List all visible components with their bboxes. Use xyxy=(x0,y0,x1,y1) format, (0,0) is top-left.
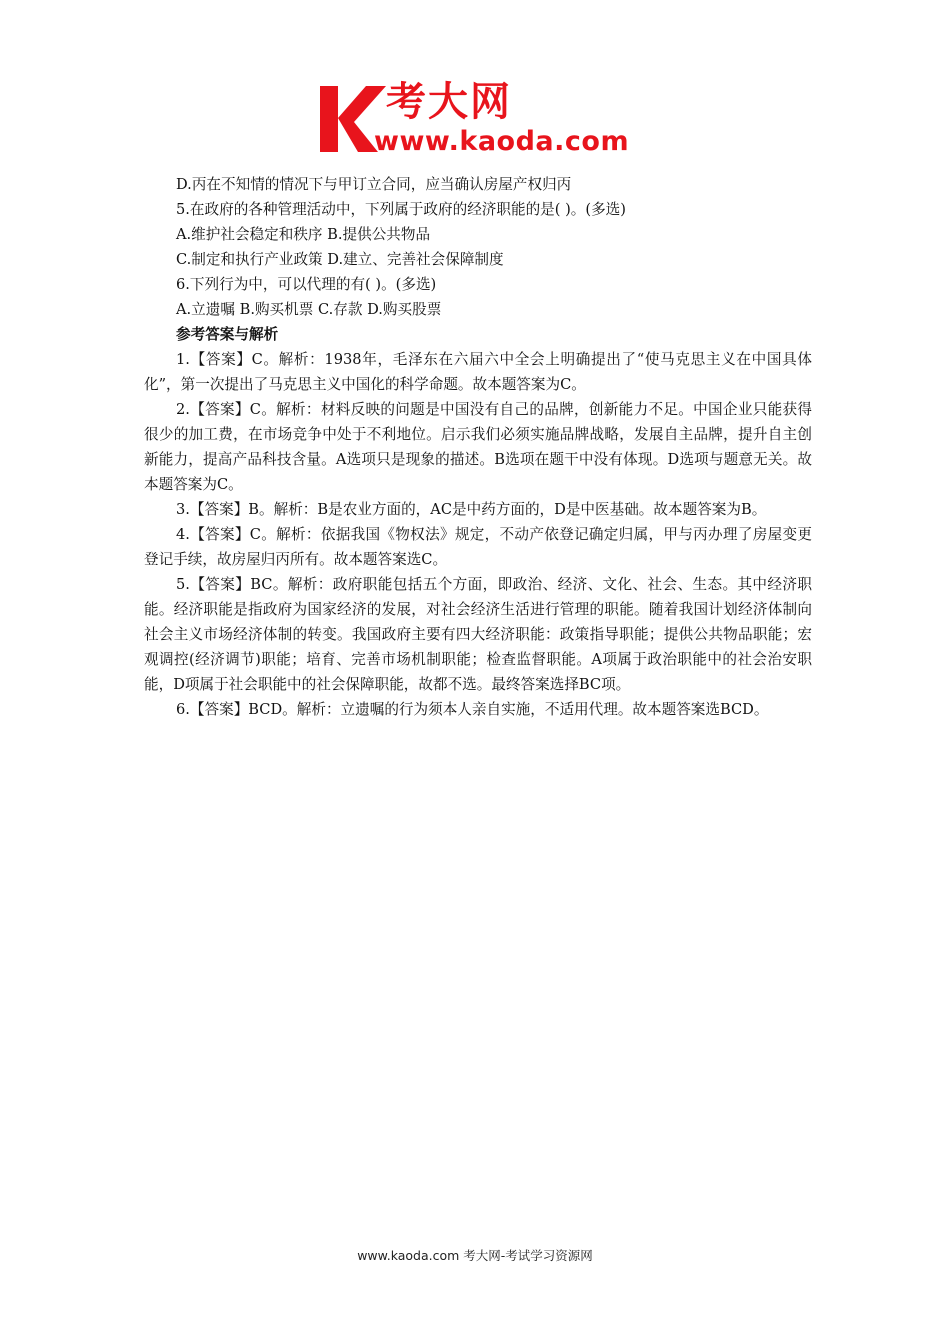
question-line: 5.在政府的各种管理活动中，下列属于政府的经济职能的是( )。(多选) xyxy=(176,201,626,218)
answer-paragraph: 2.【答案】C。解析：材料反映的问题是中国没有自己的品牌，创新能力不足。中国企业只能获得很少的加工费，在市场竞争中处于不利地位。启示我们必须实施品牌战略，发展自主品牌，提升自主创新能力，提高产品科技含量。A选项只是现象的描述。B选项在题干中没有体现。D选项与题意无关。故本题答案为C。 xyxy=(144,401,812,493)
kaoda-logo xyxy=(318,78,638,160)
question-line: A.维护社会稳定和秩序 B.提供公共物品 xyxy=(176,226,431,243)
answer-heading: 参考答案与解析 xyxy=(176,326,279,343)
question-line: D.丙在不知情的情况下与甲订立合同，应当确认房屋产权归丙 xyxy=(176,176,572,193)
question-line: C.制定和执行产业政策 D.建立、完善社会保障制度 xyxy=(176,251,504,268)
question-line: A.立遗嘱 B.购买机票 C.存款 D.购买股票 xyxy=(176,301,442,318)
answer-paragraph: 6.【答案】BCD。解析：立遗嘱的行为须本人亲自实施，不适用代理。故本题答案选BCD。 xyxy=(176,701,769,718)
answer-paragraph: 5.【答案】BC。解析：政府职能包括五个方面，即政治、经济、文化、社会、生态。其中经济职能。经济职能是指政府为国家经济的发展，对社会经济生活进行管理的职能。随着我国计划经济体制向社会主义市场经济体制的转变。我国政府主要有四大经济职能：政策指导职能；提供公共物品职能；宏观调控(经济调节)职能；培育、完善市场机制职能；检查监督职能。A项属于政治职能中的社会治安职能，D项属于社会职能中的社会保障职能，故都不选。最终答案选择BC项。 xyxy=(144,576,812,693)
logo-url: www.kaoda.com xyxy=(374,126,630,157)
logo-title: 考大网 xyxy=(386,79,512,125)
answer-paragraph: 3.【答案】B。解析：B是农业方面的，AC是中药方面的，D是中医基础。故本题答案为B。 xyxy=(176,501,767,518)
question-line: 6.下列行为中，可以代理的有( )。(多选) xyxy=(176,276,437,293)
answer-paragraph: 1.【答案】C。解析：1938年，毛泽东在六届六中全会上明确提出了“使马克思主义在中国具体化”，第一次提出了马克思主义中国化的科学命题。故本题答案为C。 xyxy=(144,351,812,393)
page-footer: www.kaoda.com 考大网-考试学习资源网 xyxy=(357,1248,593,1263)
document-body xyxy=(144,172,812,722)
answer-paragraph: 4.【答案】C。解析：依据我国《物权法》规定，不动产依登记确定归属，甲与丙办理了房屋变更登记手续，故房屋归丙所有。故本题答案选C。 xyxy=(144,526,812,568)
